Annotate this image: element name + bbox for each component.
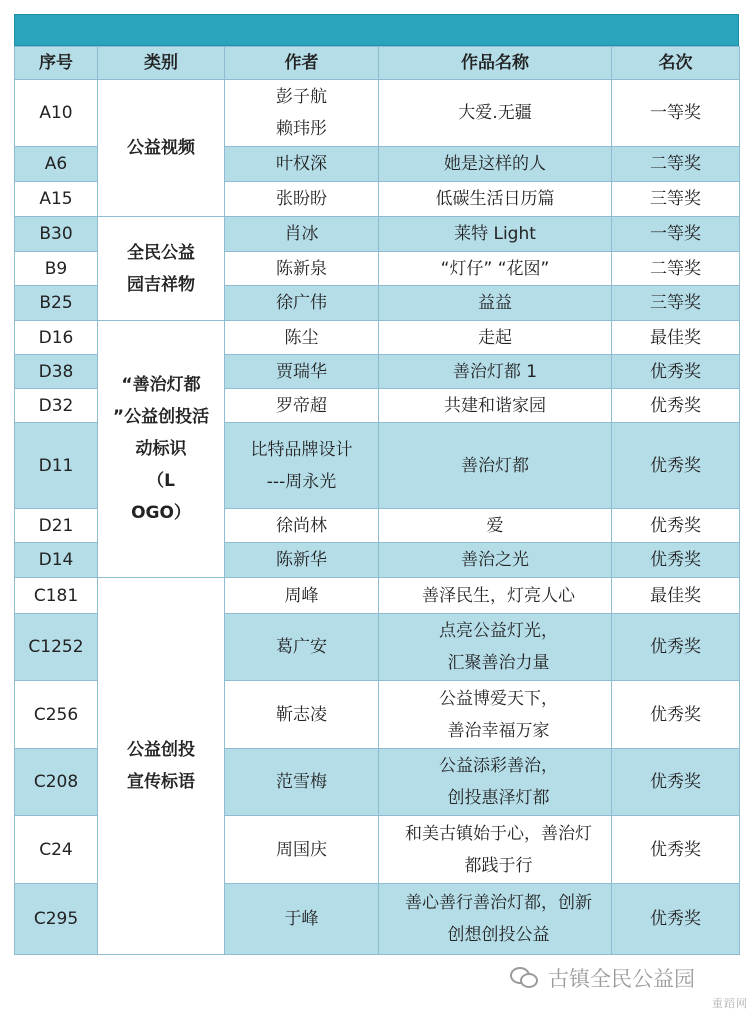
cell-rank: 一等奖 — [612, 217, 740, 252]
cell-id: A15 — [15, 182, 98, 217]
cell-author: 徐尚林 — [225, 509, 379, 543]
cell-author: 徐广伟 — [225, 286, 379, 321]
cell-author: 范雪梅 — [225, 749, 379, 816]
header-work: 作品名称 — [379, 47, 612, 80]
cell-id: D38 — [15, 355, 98, 389]
cell-rank: 优秀奖 — [612, 355, 740, 389]
cell-work: 走起 — [379, 321, 612, 355]
cell-id: A6 — [15, 147, 98, 182]
cell-author: 陈新华 — [225, 543, 379, 578]
cell-id: D32 — [15, 389, 98, 423]
cell-rank: 优秀奖 — [612, 884, 740, 955]
cell-work: 大爱.无疆 — [379, 80, 612, 147]
cell-work: 莱特 Light — [379, 217, 612, 252]
cell-author: 陈尘 — [225, 321, 379, 355]
cell-id: C1252 — [15, 614, 98, 681]
cell-author: 贾瑞华 — [225, 355, 379, 389]
header-author: 作者 — [225, 47, 379, 80]
cell-id: D14 — [15, 543, 98, 578]
cell-rank: 优秀奖 — [612, 423, 740, 509]
cell-id: C256 — [15, 681, 98, 749]
cell-id: B9 — [15, 252, 98, 286]
cell-id: C208 — [15, 749, 98, 816]
category-logo: “善治灯都 ”公益创投活 动标识 （L OGO） — [98, 321, 225, 578]
cell-rank: 二等奖 — [612, 252, 740, 286]
cell-rank: 优秀奖 — [612, 681, 740, 749]
cell-author: 陈新泉 — [225, 252, 379, 286]
cell-work: 善治灯都 1 — [379, 355, 612, 389]
cell-work: 低碳生活日历篇 — [379, 182, 612, 217]
category-video: 公益视频 — [98, 80, 225, 217]
category-mascot: 全民公益 园吉祥物 — [98, 217, 225, 321]
cell-work: 益益 — [379, 286, 612, 321]
cell-rank: 优秀奖 — [612, 509, 740, 543]
cell-work: 点亮公益灯光， 汇聚善治力量 — [379, 614, 612, 681]
header-category: 类别 — [98, 47, 225, 80]
cell-author: 罗帝超 — [225, 389, 379, 423]
cell-author: 葛广安 — [225, 614, 379, 681]
watermark — [510, 958, 750, 998]
cell-id: C24 — [15, 816, 98, 884]
cell-work: 她是这样的人 — [379, 147, 612, 182]
cell-work: 共建和谐家园 — [379, 389, 612, 423]
table-row — [15, 217, 740, 252]
cell-rank: 二等奖 — [612, 147, 740, 182]
cell-work: 公益添彩善治， 创投惠泽灯都 — [379, 749, 612, 816]
cell-rank: 三等奖 — [612, 286, 740, 321]
cell-author: 靳志凌 — [225, 681, 379, 749]
cell-id: D21 — [15, 509, 98, 543]
cell-rank: 优秀奖 — [612, 749, 740, 816]
cell-id: D11 — [15, 423, 98, 509]
table-row — [15, 321, 740, 355]
header-id: 序号 — [15, 47, 98, 80]
cell-rank: 三等奖 — [612, 182, 740, 217]
awards-document — [14, 14, 739, 955]
cell-id: A10 — [15, 80, 98, 147]
cell-id: D16 — [15, 321, 98, 355]
header-rank: 名次 — [612, 47, 740, 80]
cell-work: “灯仔” “花囡” — [379, 252, 612, 286]
cell-author: 彭子航 赖玮彤 — [225, 80, 379, 147]
cell-work: 善心善行善治灯都，创新 创想创投公益 — [379, 884, 612, 955]
cell-author: 周峰 — [225, 578, 379, 614]
awards-table — [14, 46, 740, 955]
wechat-icon — [510, 965, 540, 991]
cell-id: C181 — [15, 578, 98, 614]
cell-id: C295 — [15, 884, 98, 955]
category-slogan: 公益创投 宣传标语 — [98, 578, 225, 955]
cell-work: 爱 — [379, 509, 612, 543]
table-row — [15, 578, 740, 614]
table-header-row — [15, 47, 740, 80]
cell-rank: 优秀奖 — [612, 543, 740, 578]
cell-rank: 优秀奖 — [612, 389, 740, 423]
cell-work: 善治之光 — [379, 543, 612, 578]
cell-work: 公益博爱天下， 善治幸福万家 — [379, 681, 612, 749]
cell-author: 周国庆 — [225, 816, 379, 884]
cell-rank: 一等奖 — [612, 80, 740, 147]
cell-rank: 最佳奖 — [612, 578, 740, 614]
site-watermark: 重蹈网 — [712, 997, 748, 1010]
cell-rank: 优秀奖 — [612, 614, 740, 681]
watermark-text: 古镇全民公益园 — [548, 967, 695, 991]
cell-rank: 最佳奖 — [612, 321, 740, 355]
cell-author: 比特品牌设计 ---周永光 — [225, 423, 379, 509]
cell-rank: 优秀奖 — [612, 816, 740, 884]
cell-author: 肖冰 — [225, 217, 379, 252]
title-bar — [14, 14, 739, 46]
table-row — [15, 80, 740, 147]
cell-author: 张盼盼 — [225, 182, 379, 217]
cell-work: 和美古镇始于心，善治灯 都践于行 — [379, 816, 612, 884]
cell-author: 叶权深 — [225, 147, 379, 182]
cell-author: 于峰 — [225, 884, 379, 955]
cell-id: B25 — [15, 286, 98, 321]
cell-work: 善治灯都 — [379, 423, 612, 509]
cell-id: B30 — [15, 217, 98, 252]
cell-work: 善泽民生，灯亮人心 — [379, 578, 612, 614]
